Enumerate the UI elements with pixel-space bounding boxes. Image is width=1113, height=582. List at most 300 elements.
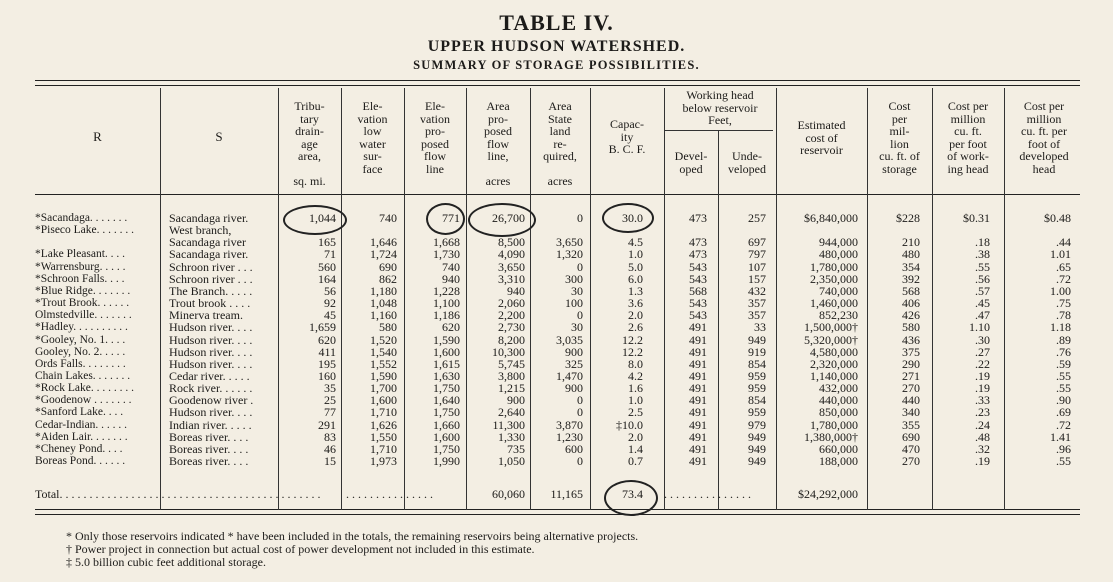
cell-low-water: 1,552	[370, 356, 397, 371]
header-line: storage	[882, 161, 917, 176]
header-undeveloped	[718, 150, 776, 175]
bottom-rule-1	[35, 509, 1080, 510]
cell-estimated-cost: 1,380,000†	[804, 429, 858, 444]
header-line: mil-	[889, 124, 910, 138]
header-line: of work-	[947, 149, 989, 163]
cell-reservoir: Gooley, No. 2. . . . .	[35, 345, 126, 358]
cell-reservoir: *Schroon Falls. . . .	[35, 272, 125, 285]
cell-estimated-cost: 440,000	[819, 393, 858, 408]
cell-reservoir: *Gooley, No. 1. . . .	[35, 333, 126, 346]
header-line: per foot	[949, 136, 987, 151]
cell-reservoir: Cedar-Indian. . . . . .	[35, 418, 128, 431]
cell-state-land: 900	[565, 344, 583, 359]
cell-area: 900	[507, 393, 525, 408]
cell-capacity: 8.0	[628, 356, 643, 371]
total-area: 60,060	[492, 487, 525, 501]
cell-capacity: 0.7	[628, 454, 643, 468]
cell-stream: West branch,	[169, 223, 232, 238]
cell-undeveloped: 107	[748, 259, 766, 274]
cell-undeveloped: 959	[748, 405, 766, 420]
cell-reservoir: Olmstedville. . . . . . .	[35, 309, 132, 322]
header-line: quired,	[543, 149, 577, 163]
cell-capacity: 12.2	[622, 344, 643, 359]
total-dots-2: . . . . . . . . . . . . . . .	[664, 487, 751, 501]
cell-cost-per-dev: .89	[1056, 332, 1071, 347]
cell-cost-per-ft: .57	[975, 283, 990, 298]
cell-capacity: 1.6	[628, 381, 643, 396]
cell-state-land: 1,470	[556, 368, 583, 383]
cell-cost-per-dev: .65	[1056, 259, 1071, 274]
cell-undeveloped: 157	[748, 271, 766, 286]
cell-state-land: 0	[577, 308, 583, 323]
cell-tributary: 620	[318, 332, 336, 347]
header-working-head	[664, 89, 776, 127]
cell-cost-per-mil: 426	[902, 308, 920, 323]
total-label: Total. . . . . . . . . . . . . . . . . . . . . . . . . . . . . . . . . . . . . . . . . . . .	[35, 487, 321, 501]
header-line: Estimated	[797, 118, 846, 132]
cell-estimated-cost: 1,780,000	[810, 417, 858, 432]
cell-stream: Sacandaga river.	[169, 211, 249, 225]
cell-state-land: 30	[571, 283, 583, 298]
header-line: S	[215, 129, 223, 144]
cell-undeveloped: 979	[748, 417, 766, 432]
cell-low-water: 740	[379, 211, 397, 225]
cell-tributary: 291	[318, 417, 336, 432]
cell-capacity: 2.6	[628, 320, 643, 335]
cell-state-land: 0	[577, 454, 583, 468]
header-est-cost	[776, 119, 867, 157]
header-capacity	[590, 118, 664, 156]
cell-state-land: 0	[577, 393, 583, 408]
header-line: age	[301, 136, 318, 151]
cell-cost-per-ft: .38	[975, 247, 990, 262]
cell-reservoir: *Cheney Pond. . . .	[35, 442, 123, 455]
cell-reservoir: *Sacandaga. . . . . . .	[35, 212, 128, 224]
cell-cost-per-dev: 1.00	[1050, 283, 1071, 298]
cell-tributary: 160	[318, 368, 336, 383]
cell-stream: Rock river. . . . . .	[169, 381, 253, 396]
cell-capacity: 5.0	[628, 259, 643, 274]
table-title: TABLE IV.	[499, 10, 614, 35]
header-line: posed	[421, 136, 449, 151]
cell-developed: 491	[689, 417, 707, 432]
cell-cost-per-dev: .44	[1056, 235, 1071, 250]
cell-undeveloped: 949	[748, 332, 766, 347]
cell-developed: 491	[689, 454, 707, 468]
header-line: Area	[486, 99, 510, 113]
cell-low-water: 1,550	[370, 429, 397, 444]
cell-low-water: 1,600	[370, 393, 397, 408]
header-line: cu. ft. of	[879, 149, 920, 163]
cell-area: 2,200	[498, 308, 525, 323]
cell-flow-line: 1,750	[433, 381, 460, 396]
cell-stream: Sacandaga river.	[169, 247, 249, 262]
cell-cost-per-ft: .56	[975, 271, 990, 286]
table-subtitle: UPPER HUDSON WATERSHED.	[427, 38, 686, 55]
header-line: ity	[620, 129, 634, 144]
cell-tributary: 71	[324, 247, 336, 262]
cell-developed: 491	[689, 368, 707, 383]
header-line: Working head	[686, 88, 754, 102]
cell-estimated-cost: 1,780,000	[810, 259, 858, 274]
cell-flow-line: 1,600	[433, 429, 460, 444]
cell-cost-per-mil: 340	[902, 405, 920, 420]
cell-cost-per-dev: 1.18	[1050, 320, 1071, 335]
cell-reservoir: *Goodenow . . . . . . .	[35, 394, 132, 407]
cell-reservoir: *Sanford Lake. . . .	[35, 406, 124, 419]
cell-flow-line: 1,668	[433, 235, 460, 250]
cell-stream: Schroon river . . .	[169, 259, 253, 274]
cell-tributary: 92	[324, 296, 336, 311]
header-flow-line	[404, 100, 466, 175]
cell-stream: The Branch. . . . .	[169, 283, 253, 298]
cell-undeveloped: 797	[748, 247, 766, 262]
header-line: sq. mi.	[293, 174, 326, 188]
header-line: Area	[548, 99, 572, 113]
cell-developed: 491	[689, 381, 707, 396]
cell-stream: Boreas river. . . .	[169, 454, 249, 468]
header-tributary	[278, 100, 341, 188]
total-dots: . . . . . . . . . . . . . . .	[346, 487, 433, 501]
cell-cost-per-ft: .55	[975, 259, 990, 274]
header-line: million	[950, 111, 986, 126]
cell-cost-per-ft: $0.31	[963, 211, 990, 225]
header-cost-million-dev	[1004, 100, 1084, 175]
cell-flow-line: 940	[442, 271, 460, 286]
cell-low-water: 1,710	[370, 405, 397, 420]
cell-state-land: 1,230	[556, 429, 583, 444]
cell-low-water: 1,540	[370, 344, 397, 359]
cell-flow-line: 1,600	[433, 344, 460, 359]
cell-flow-line: 1,100	[433, 296, 460, 311]
cell-stream: Hudson river. . . .	[169, 320, 253, 335]
cell-capacity: 3.6	[628, 296, 643, 311]
cell-area: 2,730	[498, 320, 525, 335]
cell-flow-line: 1,640	[433, 393, 460, 408]
cell-state-land: 900	[565, 381, 583, 396]
header-line: vation	[357, 111, 388, 126]
header-area-flow	[466, 100, 530, 188]
ink-circle-tributary	[283, 205, 347, 235]
cell-area: 10,300	[492, 344, 525, 359]
working-head-rule	[665, 130, 773, 131]
cell-tributary: 411	[318, 344, 336, 359]
cell-low-water: 1,160	[370, 308, 397, 323]
cell-cost-per-dev: 1.41	[1050, 429, 1071, 444]
cell-state-land: 30	[571, 320, 583, 335]
cell-flow-line: 1,730	[433, 247, 460, 262]
header-line: Cost per	[1023, 99, 1065, 113]
cell-stream: Indian river. . . . .	[169, 417, 252, 432]
cell-cost-per-dev: 1.01	[1050, 247, 1071, 262]
cell-developed: 543	[689, 259, 707, 274]
header-line: sur-	[363, 149, 382, 163]
cell-cost-per-mil: 375	[902, 344, 920, 359]
cell-reservoir: Ords Falls. . . . . . . .	[35, 357, 126, 370]
cell-stream: Hudson river. . . .	[169, 344, 253, 359]
cell-developed: 543	[689, 296, 707, 311]
header-line: posed	[484, 124, 512, 138]
cell-stream: Boreas river. . . .	[169, 429, 249, 444]
cell-tributary: 25	[324, 393, 336, 408]
cell-reservoir: *Rock Lake. . . . . . . .	[35, 382, 135, 395]
header-line: cost of	[805, 130, 838, 145]
cell-flow-line: 1,186	[433, 308, 460, 323]
header-line: flow	[487, 136, 509, 151]
header-line: line	[426, 161, 444, 176]
cell-cost-per-dev: .75	[1056, 296, 1071, 311]
header-line: Ele-	[425, 99, 445, 113]
cell-flow-line: 620	[442, 320, 460, 335]
cell-undeveloped: 257	[748, 211, 766, 225]
cell-developed: 491	[689, 344, 707, 359]
cell-capacity: 1.4	[628, 441, 643, 456]
header-line: ing head	[947, 161, 989, 176]
cell-state-land: 325	[565, 356, 583, 371]
cell-state-land: 0	[577, 405, 583, 420]
cell-stream: Cedar river. . . . .	[169, 368, 250, 383]
cell-tributary: 45	[324, 308, 336, 323]
header-line: face	[362, 161, 383, 176]
cell-low-water: 1,973	[370, 454, 397, 468]
cell-undeveloped: 959	[748, 381, 766, 396]
cell-reservoir: *Aiden Lair. . . . . . .	[35, 430, 128, 443]
cell-low-water: 1,724	[370, 247, 397, 262]
cell-low-water: 1,520	[370, 332, 397, 347]
total-state-land: 11,165	[550, 487, 583, 501]
header-line: per	[891, 111, 908, 126]
header-line: tary	[300, 111, 319, 126]
cell-state-land: 600	[565, 441, 583, 456]
header-line: pro-	[488, 111, 508, 126]
cell-cost-per-ft: .19	[975, 381, 990, 396]
cell-reservoir: Chain Lakes. . . . . . .	[35, 369, 131, 382]
cell-state-land: 3,650	[556, 235, 583, 250]
cell-area: 1,050	[498, 454, 525, 468]
cell-low-water: 1,048	[370, 296, 397, 311]
header-line: vation	[420, 111, 450, 126]
header-line: Capac-	[610, 117, 644, 131]
header-line: re-	[553, 136, 567, 151]
table-subtitle-2: SUMMARY OF STORAGE POSSIBILITIES.	[413, 58, 700, 72]
cell-cost-per-dev: .72	[1056, 271, 1071, 286]
header-line: State	[548, 111, 572, 126]
cell-cost-per-ft: .47	[975, 308, 990, 323]
header-line: reservoir	[800, 143, 843, 157]
cell-reservoir: *Piseco Lake. . . . . . .	[35, 224, 135, 237]
cell-cost-per-dev: .55	[1056, 368, 1071, 383]
cell-undeveloped: 854	[748, 356, 766, 371]
cell-area: 2,640	[498, 405, 525, 420]
cell-tributary: 35	[324, 381, 336, 396]
cell-capacity: 12.2	[622, 332, 643, 347]
cell-estimated-cost: 852,230	[819, 308, 858, 323]
header-line: lion	[890, 136, 909, 151]
cell-low-water: 1,626	[370, 417, 397, 432]
cell-cost-per-mil: 690	[902, 429, 920, 444]
cell-flow-line: 1,630	[433, 368, 460, 383]
header-line: acres	[485, 174, 511, 188]
cell-cost-per-dev: .78	[1056, 308, 1071, 323]
cell-estimated-cost: 740,000	[819, 283, 858, 298]
cell-capacity: 4.2	[628, 368, 643, 383]
header-line: cu. ft. per	[1021, 124, 1067, 138]
header-line: land	[549, 124, 571, 138]
cell-developed: 473	[689, 235, 707, 250]
cell-tributary: 77	[324, 405, 336, 420]
cell-state-land: 300	[565, 271, 583, 286]
cell-flow-line: 771	[442, 211, 460, 225]
cell-cost-per-ft: .22	[975, 356, 990, 371]
header-line: low	[363, 124, 382, 138]
cell-capacity: 4.5	[628, 235, 643, 250]
cell-flow-line: 1,750	[433, 441, 460, 456]
cell-low-water: 690	[379, 259, 397, 274]
cell-cost-per-mil: 580	[902, 320, 920, 335]
cell-estimated-cost: 1,500,000†	[804, 320, 858, 335]
cell-tributary: 46	[324, 441, 336, 456]
header-low-water	[341, 100, 404, 175]
cell-area: 2,060	[498, 296, 525, 311]
cell-tributary: 164	[318, 271, 336, 286]
cell-cost-per-dev: .59	[1056, 356, 1071, 371]
cell-stream: Schroon river . . .	[169, 271, 253, 286]
header-rule	[35, 194, 1080, 195]
ink-circle-flow-line	[426, 203, 465, 235]
cell-capacity: 1.0	[628, 393, 643, 408]
cell-cost-per-dev: .69	[1056, 405, 1071, 420]
cell-undeveloped: 854	[748, 393, 766, 408]
header-line: Unde-	[732, 149, 762, 163]
cell-undeveloped: 949	[748, 441, 766, 456]
header-line: below reservoir	[682, 100, 758, 115]
header-line: drain-	[295, 124, 324, 138]
cell-undeveloped: 919	[748, 344, 766, 359]
header-line: acres	[547, 174, 573, 188]
cell-cost-per-ft: .18	[975, 235, 990, 250]
cell-estimated-cost: 1,460,000	[810, 296, 858, 311]
cell-cost-per-mil: 436	[902, 332, 920, 347]
cell-undeveloped: 432	[748, 283, 766, 298]
header-state-land	[530, 100, 590, 188]
cell-area: 5,745	[498, 356, 525, 371]
ink-circle-area	[468, 203, 536, 237]
cell-developed: 473	[689, 211, 707, 225]
header-line: Feet,	[708, 113, 732, 127]
cell-cost-per-ft: 1.10	[969, 320, 990, 335]
cell-cost-per-ft: .45	[975, 296, 990, 311]
cell-flow-line: 1,750	[433, 405, 460, 420]
header-line: water	[359, 136, 386, 151]
cell-capacity: ‡10.0	[616, 417, 643, 432]
cell-developed: 491	[689, 393, 707, 408]
cell-tributary: 165	[318, 235, 336, 250]
cell-reservoir: Boreas Pond. . . . . .	[35, 455, 126, 467]
cell-cost-per-mil: 354	[902, 259, 920, 274]
cell-reservoir: *Trout Brook. . . . . .	[35, 297, 130, 310]
header-line: cu. ft.	[954, 124, 982, 138]
cell-cost-per-ft: .27	[975, 344, 990, 359]
cell-flow-line: 1,228	[433, 283, 460, 298]
cell-area: 26,700	[492, 211, 525, 225]
cell-undeveloped: 697	[748, 235, 766, 250]
cell-stream: Sacandaga river	[169, 235, 246, 250]
cell-cost-per-ft: .24	[975, 417, 990, 432]
cell-state-land: 0	[577, 211, 583, 225]
cell-stream: Minerva tream.	[169, 308, 243, 323]
header-line: million	[1026, 111, 1062, 126]
header-line: area,	[298, 149, 321, 163]
cell-estimated-cost: 944,000	[819, 235, 858, 250]
cell-estimated-cost: 4,580,000	[810, 344, 858, 359]
cell-area: 11,300	[492, 417, 525, 432]
cell-cost-per-mil: 568	[902, 283, 920, 298]
cell-flow-line: 1,990	[433, 454, 460, 468]
cell-stream: Hudson river. . . .	[169, 332, 253, 347]
cell-developed: 568	[689, 283, 707, 298]
cell-reservoir: *Blue Ridge. . . . . . .	[35, 284, 131, 297]
cell-low-water: 862	[379, 271, 397, 286]
header-stream	[160, 131, 278, 144]
cell-area: 1,330	[498, 429, 525, 444]
header-line: veloped	[728, 161, 766, 176]
cell-area: 1,215	[498, 381, 525, 396]
cell-capacity: 2.5	[628, 405, 643, 420]
header-cost-million-ft	[932, 100, 1004, 175]
top-rule-2	[35, 85, 1080, 86]
cell-cost-per-ft: .19	[975, 368, 990, 383]
cell-tributary: 1,044	[309, 211, 336, 225]
cell-undeveloped: 949	[748, 429, 766, 444]
cell-developed: 491	[689, 320, 707, 335]
header-line: Tribu-	[294, 99, 325, 113]
header-line: Cost	[888, 99, 911, 113]
cell-cost-per-ft: .19	[975, 454, 990, 468]
cell-state-land: 3,870	[556, 417, 583, 432]
cell-area: 4,090	[498, 247, 525, 262]
header-reservoir	[35, 131, 160, 144]
top-rule-1	[35, 80, 1080, 81]
header-line: line,	[487, 149, 509, 163]
cell-cost-per-mil: 470	[902, 441, 920, 456]
header-cost-mil	[867, 100, 932, 175]
cell-capacity: 6.0	[628, 271, 643, 286]
cell-cost-per-ft: .48	[975, 429, 990, 444]
header-line: developed	[1019, 149, 1069, 163]
cell-low-water: 580	[379, 320, 397, 335]
cell-tributary: 560	[318, 259, 336, 274]
cell-state-land: 0	[577, 259, 583, 274]
cell-cost-per-mil: 271	[902, 368, 920, 383]
cell-undeveloped: 357	[748, 308, 766, 323]
cell-developed: 543	[689, 308, 707, 323]
header-line: head	[1032, 161, 1056, 176]
cell-estimated-cost: 5,320,000†	[804, 332, 858, 347]
cell-undeveloped: 959	[748, 368, 766, 383]
cell-cost-per-mil: 355	[902, 417, 920, 432]
cell-low-water: 1,710	[370, 441, 397, 456]
cell-cost-per-dev: .76	[1056, 344, 1071, 359]
cell-estimated-cost: 2,350,000	[810, 271, 858, 286]
cell-low-water: 1,700	[370, 381, 397, 396]
header-developed	[664, 150, 718, 175]
cell-tributary: 15	[324, 454, 336, 468]
cell-area: 3,800	[498, 368, 525, 383]
cell-low-water: 1,180	[370, 283, 397, 298]
cell-cost-per-mil: 406	[902, 296, 920, 311]
column-divider	[160, 88, 161, 510]
cell-cost-per-mil: 270	[902, 381, 920, 396]
